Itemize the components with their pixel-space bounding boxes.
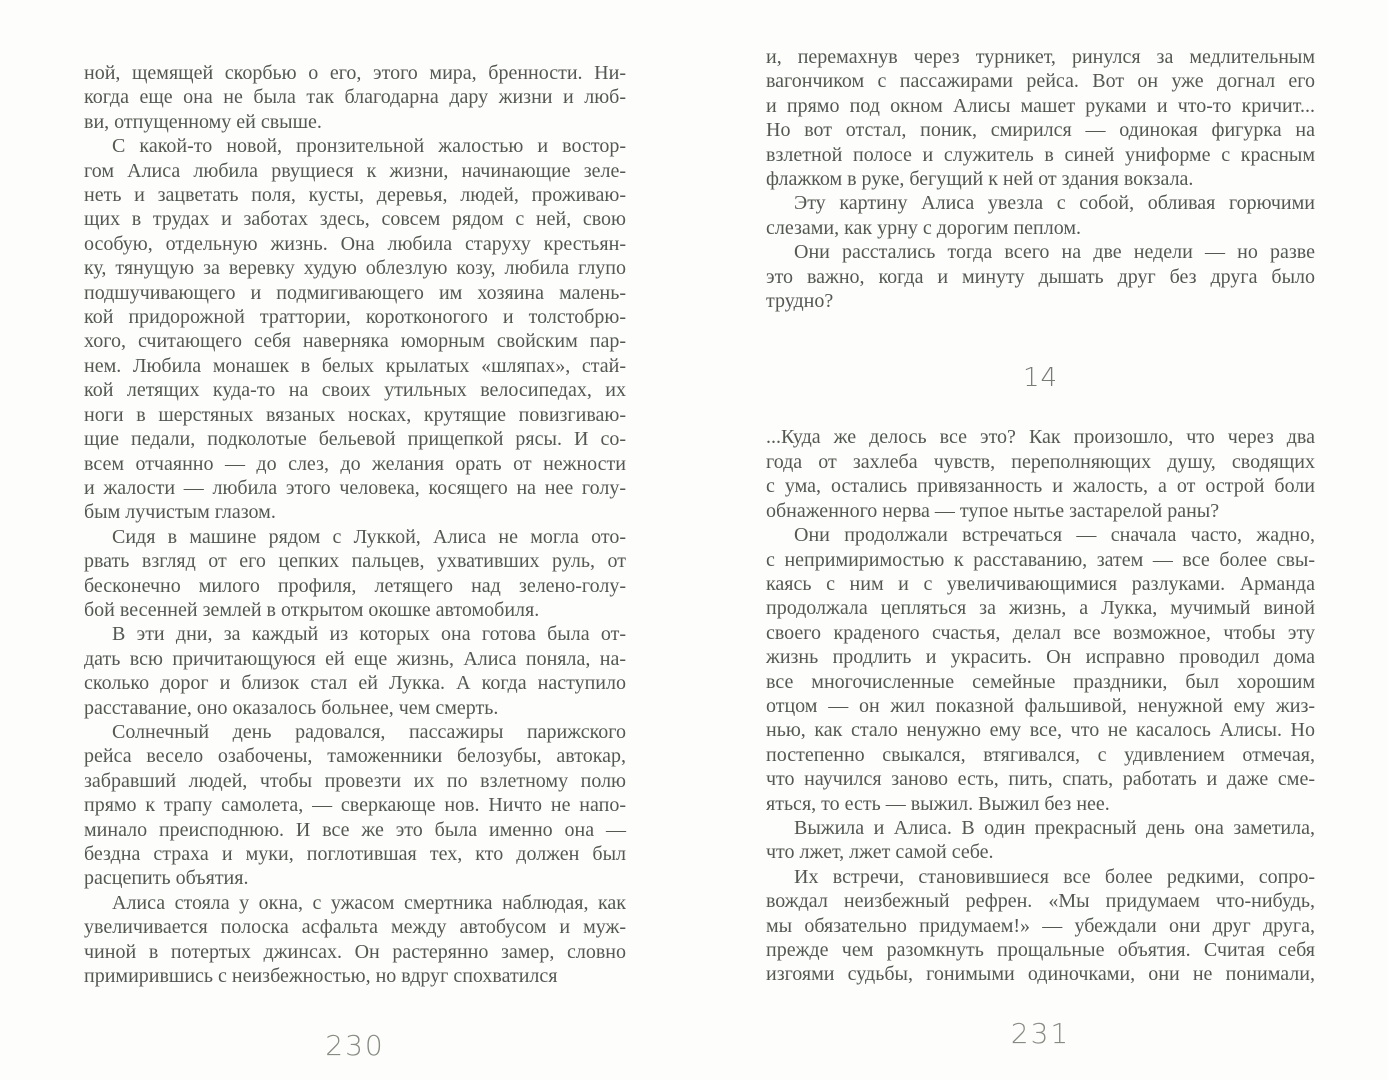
text-line: Алиса стояла у окна, с ужасом смертника наблюдая, как	[112, 891, 626, 914]
text-line: примирившись с неизбежностью, но вдруг спохватился	[84, 965, 558, 988]
text-line: расцепить объятия.	[84, 867, 249, 890]
right-page	[766, 45, 1315, 987]
left-page-number: 230	[325, 1029, 385, 1062]
text-line: нью, как стало ненужно ему все, что не касалось Алисы. Но	[766, 719, 1315, 742]
text-line: забравший людей, чтобы провезти их по взлетному полю	[84, 769, 626, 792]
text-line: своего краденого счастья, делал все возможное, чтобы эту	[766, 621, 1315, 644]
text-line: жизнь продлить и украсить. Он исправно проводил дома	[766, 646, 1315, 669]
text-line: хого, считающего себя наверняка юморным свойским пар-	[84, 330, 626, 353]
text-line: трудно?	[766, 290, 834, 313]
text-line: Но вот отстал, поник, смирился — одинокая фигурка на	[766, 119, 1315, 142]
text-line: изгоями судьбы, гонимыми одиночками, они не понимали,	[766, 963, 1315, 986]
text-line: мы обязательно придумаем!» — убеждали они друг друга,	[766, 914, 1315, 937]
text-line: это важно, когда и минуту дышать друг без друга было	[766, 265, 1315, 288]
text-line: продолжала цепляться за жизнь, а Лукка, мучимый виной	[766, 597, 1315, 620]
text-line: бым лучистым глазом.	[84, 501, 276, 524]
text-line: яться, то есть — выжил. Выжил без нее.	[766, 792, 1110, 815]
text-line: бездна страха и муки, поглотившая тех, кто должен был	[84, 843, 626, 865]
text-line: каясь с ним и с увеличивающимися разлуками. Арманда	[766, 572, 1315, 595]
text-line: рвать взгляд от его цепких пальцев, ухвативших руль, от	[84, 550, 626, 573]
text-line: особую, отдельную жизнь. Она любила старуху крестьян-	[84, 232, 626, 255]
text-line: увеличивается полоска асфальта между автобусом и муж-	[84, 916, 626, 939]
text-line: Эту картину Алиса увезла с собой, обливая горючими	[794, 192, 1315, 215]
text-line: и прямо под окном Алисы машет руками и что-то кричит...	[766, 94, 1315, 117]
text-line: вождал неизбежный рефрен. «Мы придумаем что-нибудь,	[766, 890, 1315, 913]
text-line: расставание, оно оказалось больнее, чем смерть.	[84, 696, 499, 719]
text-line: когда еще она не была так благодарна дару жизни и люб-	[84, 86, 626, 109]
text-line: неть и зацветать поля, кусты, деревья, людей, проживаю-	[84, 184, 626, 207]
text-line: прежде чем разомкнуть прощальные объятия. Считая себя	[766, 939, 1315, 961]
text-line: слезами, как урну с дорогим пеплом.	[766, 216, 1081, 239]
text-line: постепенно свыкался, втягивался, с удивлением отмечая,	[766, 743, 1315, 766]
chapter-number-heading: 14	[1022, 363, 1059, 394]
text-line: ноги в шерстяных вязаных носках, крутящие повизгиваю-	[84, 403, 626, 426]
text-line: кой летящих куда-то на своих утильных велосипедах, их	[84, 379, 626, 402]
text-line: бесконечно милого профиля, летящего над зелено-голу-	[84, 574, 626, 597]
text-line: В эти дни, за каждый из которых она готова была от-	[112, 623, 626, 646]
text-line: сколько дорог и близок стал ей Лукка. А когда наступило	[84, 672, 626, 695]
text-line: ной, щемящей скорбью о его, этого мира, бренности. Ни-	[84, 62, 626, 84]
text-line: все многочисленные семейные праздники, был хорошим	[766, 670, 1315, 693]
text-line: Они продолжали встречаться — сначала часто, жадно,	[794, 524, 1315, 547]
text-line: всем отчаянно — до слез, до желания орать от нежности	[84, 452, 626, 475]
text-line: щих в трудах и заботах здесь, совсем рядом с ней, свою	[84, 208, 626, 231]
text-line: нем. Любила монашек в белых крылатых «шляпах», стай-	[84, 354, 626, 377]
text-line: с непримиримостью к расставанию, затем — все более свы-	[766, 548, 1315, 571]
text-line: отцом — он жил показной фальшивой, ненужной ему жиз-	[766, 694, 1315, 717]
text-line: ...Куда же делось все это? Как произошло, что через два	[766, 426, 1315, 449]
right-page-text	[766, 45, 1315, 987]
text-line: прямо к трапу самолета, — сверкающе нов. Ничто не напо-	[84, 794, 626, 817]
text-line: подшучивающего и подмигивающего им хозяина малень-	[84, 281, 626, 304]
text-line: ви, отпущенному ей свыше.	[84, 110, 322, 133]
text-line: вагончиком с пассажирами рейса. Вот он уже догнал его	[766, 70, 1315, 93]
text-line: ку, тянущую за веревку худую облезлую козу, любила глупо	[84, 257, 626, 280]
text-line: Их встречи, становившиеся все более редкими, сопро-	[794, 865, 1315, 888]
text-line: щие педали, подколотые бельевой прищепкой рясы. И со-	[84, 428, 626, 451]
text-line: Они расстались тогда всего на две недели — но разве	[794, 241, 1315, 264]
text-line: года от захлеба чувств, переполняющих душу, сводящих	[766, 450, 1315, 473]
left-page-text	[84, 61, 626, 988]
text-line: что научился заново есть, пить, спать, работать и даже сме-	[766, 768, 1315, 791]
text-line: С какой-то новой, пронзительной жалостью и востор-	[112, 135, 626, 158]
text-line: бой весенней землей в открытом окошке автомобиля.	[84, 598, 540, 621]
text-line: Сидя в машине рядом с Луккой, Алиса не могла ото-	[112, 525, 626, 548]
text-line: взлетной полосе и служитель в синей униформе с красным	[766, 143, 1315, 166]
text-line: что лжет, лжет самой себе.	[766, 841, 994, 864]
text-line: кой придорожной траттории, коротконогого и толстобрю-	[84, 306, 626, 329]
text-line: минало преисподнюю. И все же это была именно она —	[84, 818, 626, 841]
text-line: обнаженного нерва — тупое нытье застарелой раны?	[766, 499, 1220, 522]
text-line: и жалости — любила этого человека, косящего на нее голу-	[84, 476, 626, 499]
text-line: чиной в потертых джинсах. Он растерянно замер, словно	[84, 940, 626, 963]
text-line: Солнечный день радовался, пассажиры парижского	[112, 720, 626, 743]
text-line: и, перемахнув через турникет, ринулся за медлительным	[766, 46, 1315, 68]
text-line: с ума, остались привязанность и жалость, а от острой боли	[766, 475, 1315, 498]
text-line: флажком в руке, бегущий к ней от здания вокзала.	[766, 168, 1194, 191]
right-page-number: 231	[1010, 1017, 1071, 1050]
text-line: дать всю причитающуюся ей еще жизнь, Алиса поняла, на-	[84, 647, 626, 670]
text-line: рейса весело озабочены, таможенники белозубы, автокар,	[84, 745, 626, 768]
text-line: гом Алиса любила рвущиеся к жизни, начинающие зеле-	[84, 159, 626, 182]
text-line: Выжила и Алиса. В один прекрасный день она заметила,	[794, 816, 1315, 839]
left-page	[84, 61, 626, 988]
